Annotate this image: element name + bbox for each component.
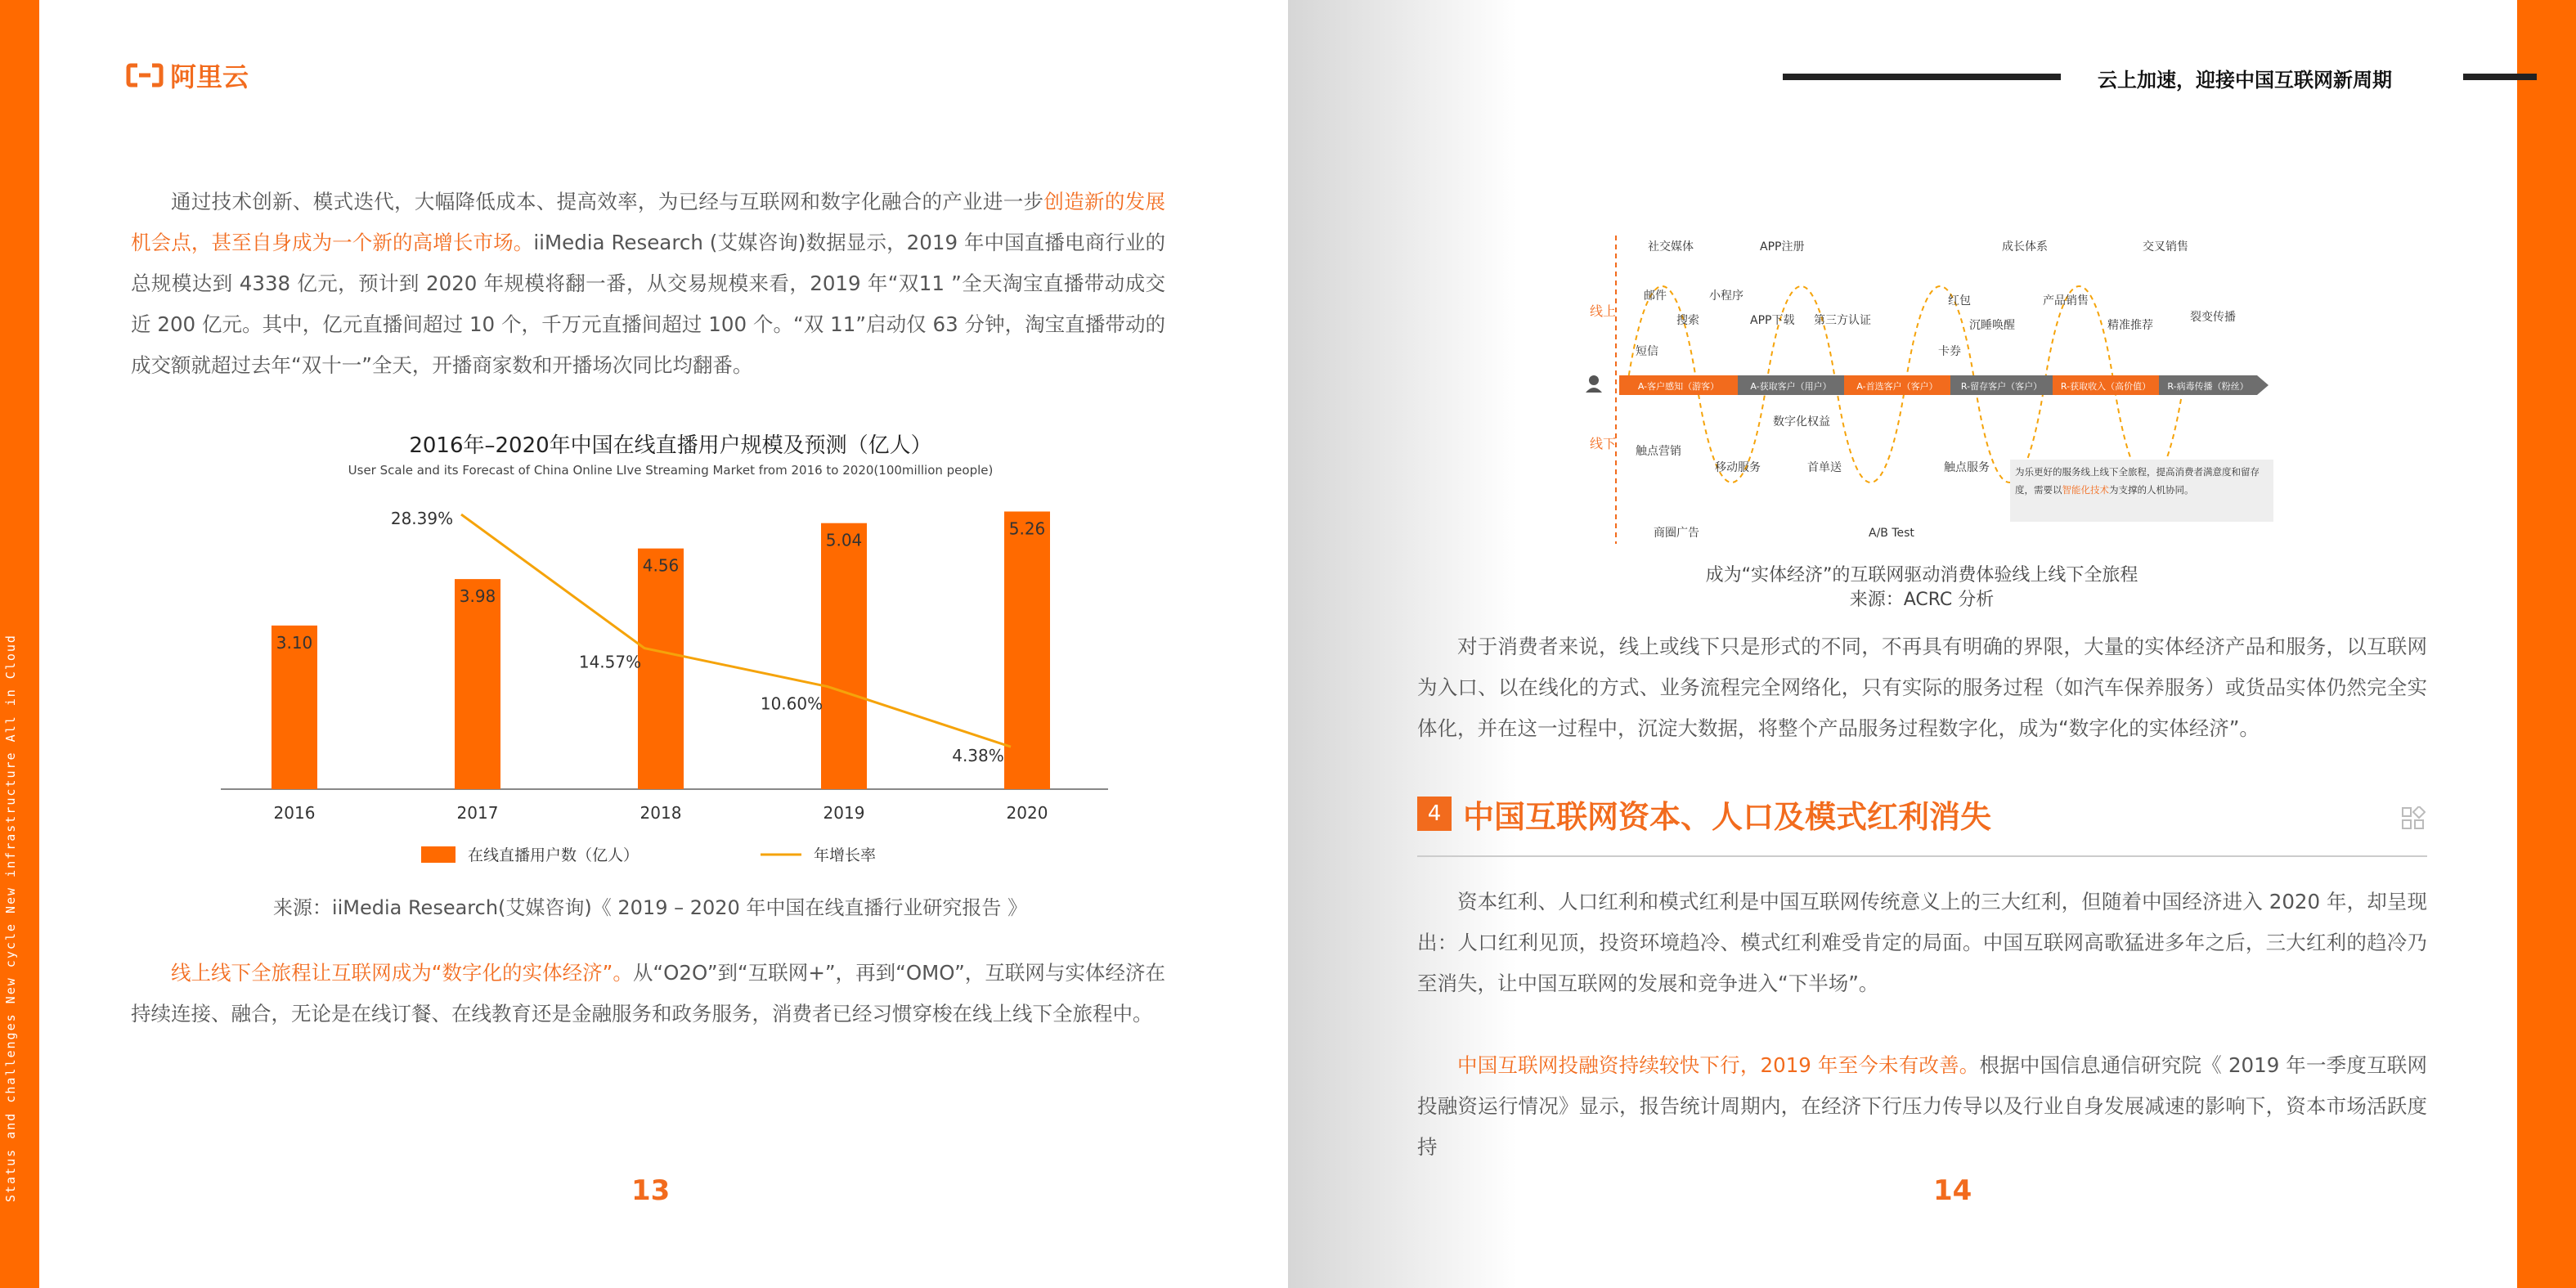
- stage-label-6: R-病毒传播（粉丝）: [2167, 381, 2249, 392]
- stage-label-3: A-首选客户（客户）: [1856, 381, 1938, 392]
- touchpoint-online-15: 短信: [1636, 345, 1658, 358]
- stage-label-4: R-留存客户（客户）: [1960, 381, 2043, 392]
- page-number-left: 13: [631, 1174, 671, 1207]
- chart-source: 来源：iiMedia Research(艾媒咨询)《 2019 – 2020 年中国在线直播行业研究报告 》: [272, 896, 1028, 919]
- stage-arrow: [2257, 375, 2269, 395]
- bar-2020: [1004, 511, 1050, 789]
- stage-label-1: A-客户感知（游客）: [1637, 381, 1720, 392]
- section-number: 4: [1417, 797, 1452, 831]
- online-label: 线上: [1590, 303, 1617, 319]
- left-paragraph-1: [131, 182, 1165, 386]
- aliyun-logo-icon: [126, 63, 164, 88]
- touchpoint-online-2: APP注册: [1760, 240, 1805, 254]
- customer-journey-diagram: [1554, 221, 2290, 556]
- x-tick-2016: 2016: [273, 803, 316, 823]
- section-rule: [1417, 855, 2427, 857]
- touchpoint-offline-1: 数字化权益: [1773, 415, 1830, 429]
- section-heading: [1417, 793, 1991, 834]
- stage-bar: [1619, 375, 2269, 395]
- touchpoint-online-4: 交叉销售: [2143, 240, 2188, 254]
- touchpoint-online-12: 沉睡唤醒: [1969, 319, 2015, 332]
- header-bar-left: [1783, 74, 2061, 80]
- para2-text-after: 从“O2O”到“互联网+”，再到“OMO”，互联网与实体经济在持续连接、融合，无论是在线订餐、在线教育还是金融服务和政务服务，消费者已经习惯穿梭在线上线下全旅程中。: [131, 961, 1165, 1025]
- x-tick-2020: 2020: [1006, 803, 1048, 823]
- para1-text-after: iiMedia Research (艾媒咨询)数据显示，2019 年中国直播电商行业的总规模达到 4338 亿元，预计到 2020 年规模将翻一番，从交易规模来看，2019 年“双11 ”全天淘宝直播带动成交近 200 亿元。其中，亿元直播间超过 10 个，千万元直播间超过 100 个。“双 11”启动仅 63 分钟，淘宝直播带动的成交额就超过去年“双十一”全天，开播商家数和开播场次同比均翻番。: [131, 231, 1166, 377]
- touchpoint-online-11: 产品销售: [2043, 294, 2089, 307]
- touchpoint-offline-5: 触点服务: [1944, 461, 1990, 474]
- offline-label: 线下: [1590, 436, 1617, 451]
- touchpoint-offline-6: 商圈广告: [1654, 527, 1699, 540]
- x-tick-2018: 2018: [640, 803, 682, 823]
- touchpoint-offline-3: 移动服务: [1715, 461, 1761, 474]
- touchpoint-online-13: 精准推荐: [2107, 319, 2153, 332]
- bar-label-2020: 5.26: [1008, 518, 1046, 539]
- x-tick-2019: 2019: [823, 803, 865, 823]
- para3-text-after: 根据中国信息通信研究院《 2019 年一季度互联网投融资运行情况》显示，报告统计周期内，在经济下行压力传导以及行业自身发展减速的影响下，资本市场活跃度持: [1417, 1053, 2427, 1159]
- header-bar-right: [2463, 74, 2537, 80]
- side-vertical-text: Status and challenges New cycle New infrastructure All in Cloud: [3, 634, 18, 1202]
- user-scale-chart: [204, 482, 1129, 883]
- para1-text-before: 通过技术创新、模式迭代，大幅降低成本、提高效率，为已经与互联网和数字化融合的产业进一步: [171, 190, 1044, 213]
- page-number-right: 14: [1933, 1174, 1972, 1207]
- user-icon: [1586, 375, 1602, 393]
- para1-highlight: 创造新的发展机会点，甚至自身成为一个新的高增长市场。: [131, 190, 1166, 254]
- bar-2019: [821, 523, 867, 789]
- right-paragraph-3: [1417, 1045, 2427, 1168]
- legend-line-label: 年增长率: [814, 846, 877, 864]
- touchpoint-online-14: 裂变传播: [2190, 311, 2236, 324]
- touchpoint-online-8: APP下载: [1750, 314, 1795, 327]
- note-text: 为乐更好的服务线上线下全旅程，提高消费者满意度和留存度，需要以智能化技术为支撑的人机协同。: [2015, 466, 2260, 496]
- logo-text: 阿里云: [170, 61, 249, 92]
- section-title: 中国互联网资本、人口及模式红利消失: [1463, 798, 1992, 835]
- x-tick-2017: 2017: [456, 803, 499, 823]
- online-touchpoints: [1636, 240, 2236, 358]
- touchpoint-online-5: 邮件: [1644, 289, 1667, 303]
- growth-rate-line: [461, 514, 1011, 747]
- bar-label-2016: 3.10: [276, 632, 313, 653]
- bar-label-2018: 4.56: [642, 555, 680, 576]
- touchpoint-online-16: 卡券: [1938, 345, 1961, 358]
- bar-label-2019: 5.04: [825, 530, 863, 550]
- touchpoint-online-10: 红包: [1948, 294, 1971, 307]
- line-label-2017: 28.39%: [390, 509, 454, 529]
- header-title: 云上加速，迎接中国互联网新周期: [2098, 69, 2392, 92]
- stage-label-5: R-获取收入（高价值）: [2060, 381, 2152, 392]
- para3-highlight: 中国互联网投融资持续较快下行，2019 年至今未有改善。: [1457, 1053, 1980, 1077]
- bar-label-2017: 3.98: [459, 586, 496, 607]
- chart-subtitle: User Scale and its Forecast of China Online LIve Streaming Market from 2016 to 2020(100million people): [348, 463, 994, 478]
- touchpoint-online-3: 成长体系: [2002, 240, 2048, 254]
- right-orange-strip: [2517, 0, 2576, 1288]
- right-paragraph-1: 对于消费者来说，线上或线下只是形式的不同，不再具有明确的界限，大量的实体经济产品和服务，以互联网为入口、以在线化的方式、业务流程完全网络化，只有实际的服务过程（如汽车保养服务）或货品实体仍然完全实体化，并在这一过程中，沉淀大数据，将整个产品服务过程数字化，成为“数字化的实体经济”。: [1417, 635, 2427, 740]
- bar-2018: [638, 549, 684, 789]
- touchpoint-online-9: 第三方认证: [1814, 314, 1871, 327]
- touchpoint-online-6: 小程序: [1709, 289, 1744, 303]
- touchpoint-offline-4: 首单送: [1807, 461, 1842, 474]
- right-paragraph-2: 资本红利、人口红利和模式红利是中国互联网传统意义上的三大红利，但随着中国经济进入 2020 年，却呈现出：人口红利见顶，投资环境趋冷、模式红利难受肯定的局面。中国互联网高歌猛进多年之后，三大红利的趋冷乃至消失，让中国互联网的发展和竞争进入“下半场”。: [1417, 890, 2427, 995]
- touchpoint-online-7: 搜索: [1676, 314, 1699, 327]
- touchpoint-offline-2: 触点营销: [1636, 445, 1681, 458]
- chart-title: 2016年–2020年中国在线直播用户规模及预测（亿人）: [409, 433, 932, 458]
- grid-icon: [2401, 806, 2426, 831]
- touchpoint-offline-7: A/B Test: [1869, 527, 1914, 540]
- line-label-2019: 10.60%: [760, 693, 824, 714]
- line-label-2018: 14.57%: [578, 652, 642, 672]
- stage-label-2: A-获取客户（用户）: [1750, 381, 1832, 392]
- line-label-2020: 4.38%: [952, 746, 1004, 766]
- offline-touchpoints: [1636, 415, 1990, 540]
- aliyun-logo: [126, 59, 249, 92]
- para2-highlight: 线上线下全旅程让互联网成为“数字化的实体经济”。: [171, 961, 633, 985]
- diagram-source: 来源：ACRC 分析: [1849, 590, 1995, 610]
- legend-bar-swatch: [421, 846, 456, 863]
- legend-bar-label: 在线直播用户数（亿人）: [468, 846, 640, 864]
- touchpoint-online-1: 社交媒体: [1648, 240, 1694, 254]
- bar-2017: [455, 579, 500, 789]
- diagram-caption: 成为“实体经济”的互联网驱动消费体验线上线下全旅程: [1705, 565, 2138, 586]
- left-paragraph-2: [131, 953, 1165, 1034]
